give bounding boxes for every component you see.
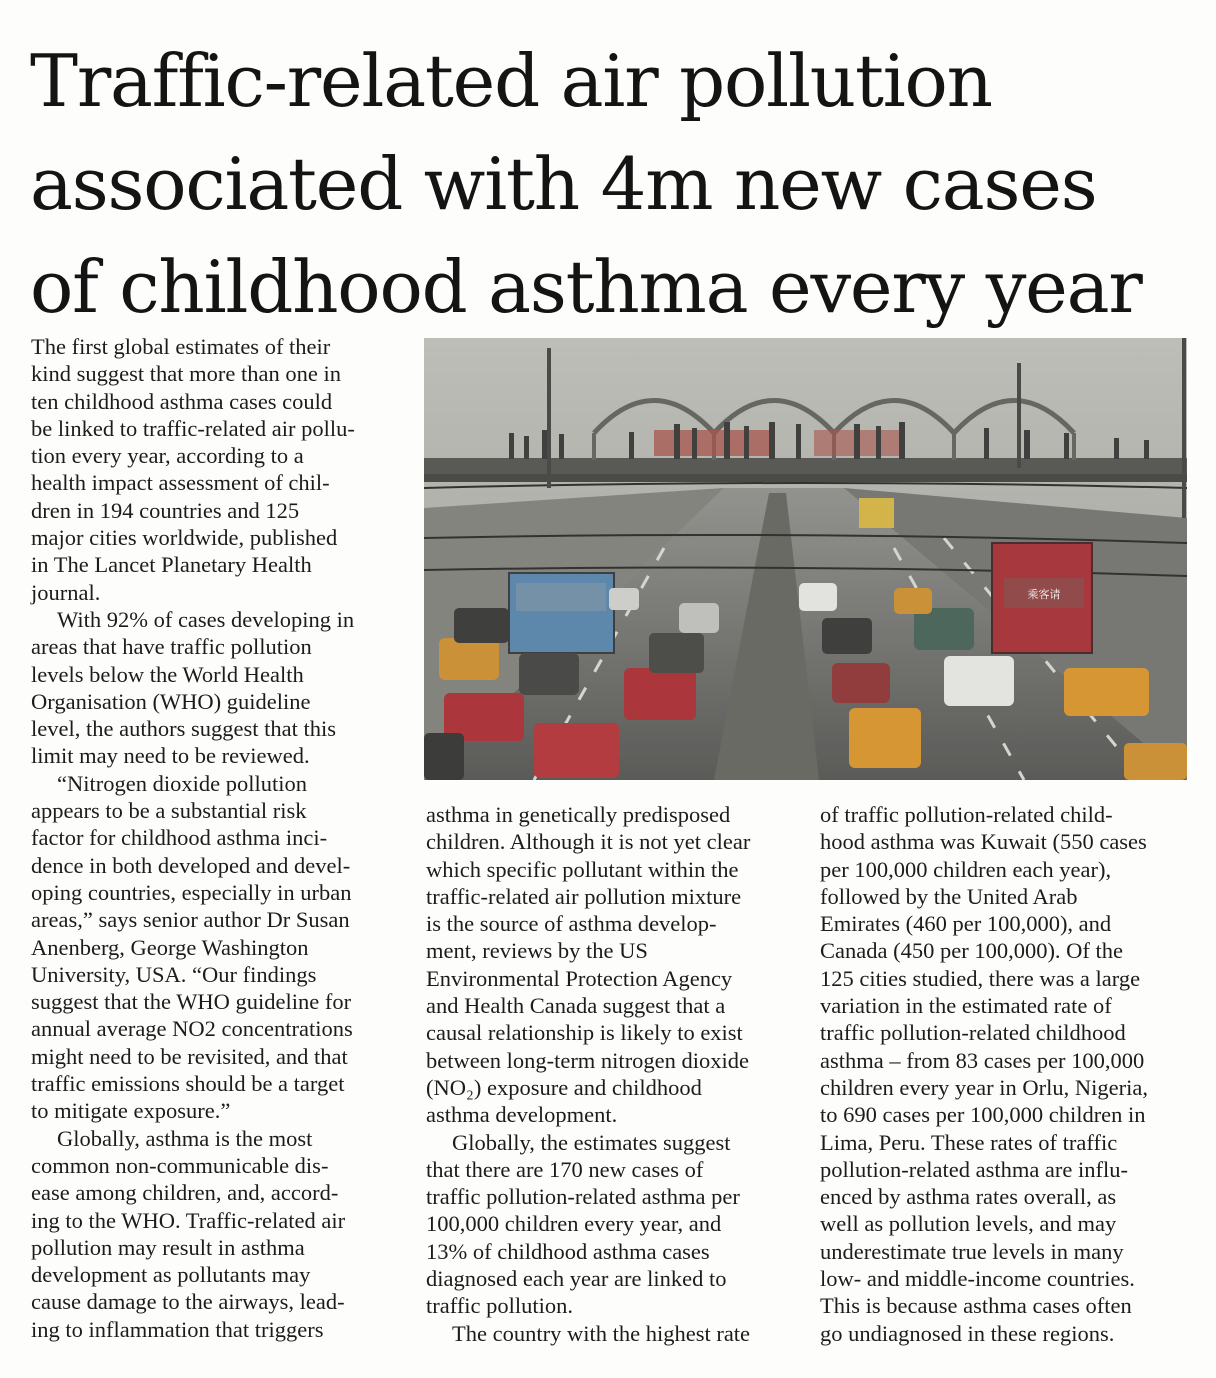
paragraph	[31, 606, 403, 770]
text-line: This is because asthma cases often	[820, 1293, 1132, 1319]
text-line: Anenberg, George Washington	[31, 934, 309, 960]
text-line: in The Lancet Planetary Health	[31, 552, 312, 578]
paragraph	[820, 801, 1192, 1347]
text-line: well as pollution levels, and may	[820, 1211, 1117, 1237]
text-line: Globally, the estimates suggest	[452, 1129, 731, 1155]
text-line: ing to inflammation that triggers	[31, 1316, 324, 1342]
text-line: tion every year, according to a	[31, 443, 304, 469]
text-line: Emirates (460 per 100,000), and	[820, 911, 1112, 937]
photo-illustration	[424, 338, 1187, 780]
text-line: Organisation (WHO) guideline	[31, 688, 311, 714]
haze-overlay	[424, 338, 1187, 780]
text-line: and Health Canada suggest that a	[426, 993, 726, 1019]
text-line: be linked to traffic-related air pollu-	[31, 415, 355, 441]
text-line: traffic-related air pollution mixture	[426, 883, 742, 909]
text-line: might need to be revisited, and that	[31, 1043, 348, 1069]
text-line: The country with the highest rate	[452, 1320, 751, 1346]
text-line: development as pollutants may	[31, 1262, 311, 1288]
body-column-1	[31, 333, 403, 1343]
text-line: oping countries, especially in urban	[31, 879, 352, 905]
text-line: 100,000 children every year, and	[426, 1211, 722, 1237]
text-line: followed by the United Arab	[820, 883, 1078, 909]
headline-line: associated with 4m new cases	[30, 142, 1097, 226]
text-line: appears to be a substantial risk	[31, 798, 307, 824]
text-line: dence in both developed and devel-	[31, 852, 351, 878]
body-column-2	[426, 801, 798, 1347]
paragraph	[426, 1129, 798, 1320]
text-line: common non-communicable dis-	[31, 1152, 329, 1178]
text-line: underestimate true levels in many	[820, 1238, 1124, 1264]
text-line: Environmental Protection Agency	[426, 965, 733, 991]
text-line: major cities worldwide, published	[31, 525, 338, 551]
paragraph	[31, 770, 403, 1125]
text-line: between long-term nitrogen dioxide	[426, 1047, 750, 1073]
text-line: The first global estimates of their	[31, 334, 331, 359]
paragraph	[31, 1125, 403, 1343]
text-line: journal.	[31, 579, 101, 605]
text-line: that there are 170 new cases of	[426, 1156, 704, 1182]
text-line: enced by asthma rates overall, as	[820, 1184, 1117, 1210]
text-line: traffic pollution-related asthma per	[426, 1184, 740, 1210]
text-line: suggest that the WHO guideline for	[31, 989, 352, 1015]
text-line: variation in the estimated rate of	[820, 993, 1112, 1019]
text-line: children. Although it is not yet clear	[426, 829, 751, 855]
paragraph	[426, 1320, 798, 1347]
text-line: children every year in Orlu, Nigeria,	[820, 1074, 1148, 1100]
text-line: 13% of childhood asthma cases	[426, 1238, 710, 1264]
text-line: per 100,000 children each year),	[820, 856, 1112, 882]
text-line: asthma development.	[426, 1102, 618, 1128]
text-line: asthma – from 83 cases per 100,000	[820, 1047, 1145, 1073]
text-line: ease among children, and, accord-	[31, 1180, 339, 1206]
text-line: Canada (450 per 100,000). Of the	[820, 938, 1124, 964]
text-line: go undiagnosed in these regions.	[820, 1320, 1115, 1346]
text-line: traffic pollution.	[426, 1293, 574, 1319]
text-line: to 690 cases per 100,000 children in	[820, 1102, 1146, 1128]
text-line: traffic emissions should be a target	[31, 1071, 345, 1097]
photo-traffic-smog	[424, 338, 1187, 780]
text-line: level, the authors suggest that this	[31, 716, 336, 742]
headline-line: Traffic-related air pollution	[30, 39, 992, 123]
text-line: diagnosed each year are linked to	[426, 1266, 727, 1292]
text-line: Lima, Peru. These rates of traffic	[820, 1129, 1118, 1155]
bus-sign-text: 乘客请	[1027, 588, 1061, 601]
text-line: is the source of asthma develop-	[426, 911, 717, 937]
text-line: 125 cities studied, there was a large	[820, 965, 1141, 991]
text-line: hood asthma was Kuwait (550 cases	[820, 829, 1147, 855]
text-line: “Nitrogen dioxide pollution	[57, 770, 307, 796]
paragraph	[31, 333, 403, 606]
text-line: areas,” says senior author Dr Susan	[31, 907, 350, 933]
text-line: traffic pollution-related childhood	[820, 1020, 1126, 1046]
text-line: ten childhood asthma cases could	[31, 388, 333, 414]
text-line: cause damage to the airways, lead-	[31, 1289, 345, 1315]
text-line: ing to the WHO. Traffic-related air	[31, 1207, 346, 1233]
text-line: (NO₂) exposure and childhood	[426, 1074, 702, 1100]
text-line: annual average NO2 concentrations	[31, 1016, 353, 1042]
text-line: kind suggest that more than one in	[31, 361, 341, 387]
text-line: Globally, asthma is the most	[57, 1125, 313, 1151]
headline-line: of childhood asthma every year	[30, 245, 1142, 329]
text-line: pollution may result in asthma	[31, 1234, 305, 1260]
text-line: which specific pollutant within the	[426, 856, 739, 882]
text-line: pollution-related asthma are influ-	[820, 1156, 1129, 1182]
text-line: factor for childhood asthma inci-	[31, 825, 328, 851]
text-line: areas that have traffic pollution	[31, 634, 312, 660]
text-line: University, USA. “Our findings	[31, 961, 317, 987]
text-line: levels below the World Health	[31, 661, 304, 687]
text-line: ment, reviews by the US	[426, 938, 648, 964]
headline	[30, 30, 1200, 339]
text-line: limit may need to be reviewed.	[31, 743, 310, 769]
text-line: low- and middle-income countries.	[820, 1266, 1135, 1292]
text-line: With 92% of cases developing in	[57, 606, 355, 632]
body-column-3	[820, 801, 1192, 1347]
text-line: dren in 194 countries and 125	[31, 497, 300, 523]
text-line: to mitigate exposure.”	[31, 1098, 231, 1124]
paragraph	[426, 801, 798, 1129]
text-line: causal relationship is likely to exist	[426, 1020, 743, 1046]
text-line: asthma in genetically predisposed	[426, 802, 731, 827]
text-line: health impact assessment of chil-	[31, 470, 330, 496]
text-line: of traffic pollution-related child-	[820, 802, 1113, 827]
